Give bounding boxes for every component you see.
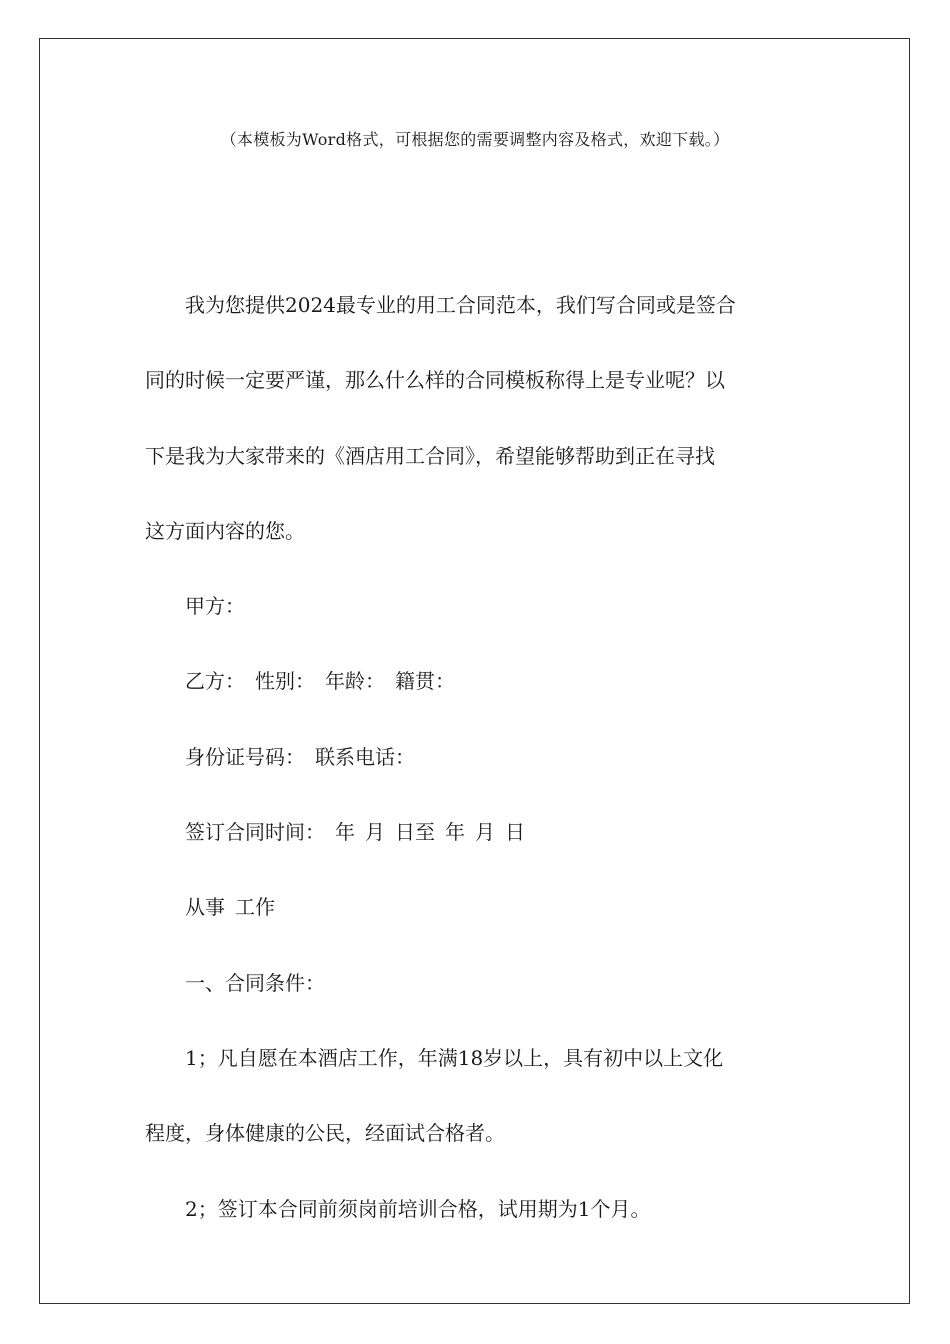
clause-2-text: 2；签订本合同前须岗前培训合格，试用期为1个月。 bbox=[185, 1196, 651, 1221]
intro-paragraph bbox=[145, 268, 815, 343]
origin-label: 籍贯： bbox=[395, 669, 455, 694]
id-phone-line bbox=[145, 720, 815, 795]
sign-time-label: 签订合同时间： bbox=[185, 820, 325, 845]
clause-1 bbox=[145, 1021, 815, 1096]
section-1-title bbox=[145, 946, 815, 1021]
section-1-title-text: 一、合同条件： bbox=[185, 970, 325, 995]
gender-label: 性别： bbox=[255, 669, 315, 694]
sign-day-2: 日 bbox=[505, 820, 525, 845]
intro-line-1: 我为您提供2024最专业的用工合同范本，我们写合同或是签合 bbox=[185, 293, 736, 317]
sign-year-1: 年 bbox=[335, 820, 355, 845]
phone-label: 联系电话： bbox=[315, 744, 415, 769]
template-note: （本模板为Word格式，可根据您的需要调整内容及格式，欢迎下载。） bbox=[220, 130, 730, 149]
clause-2 bbox=[145, 1172, 815, 1247]
intro-line-3: 下是我为大家带来的《酒店用工合同》，希望能够帮助到正在寻找 bbox=[145, 443, 715, 468]
sign-month-2: 月 bbox=[475, 820, 495, 845]
intro-line-4: 这方面内容的您。 bbox=[145, 518, 305, 543]
party-b-label: 乙方： bbox=[185, 669, 245, 694]
party-b-line bbox=[145, 644, 815, 719]
engaged-in-line bbox=[145, 870, 815, 945]
sign-year-2: 年 bbox=[445, 820, 465, 845]
contract-body bbox=[145, 268, 815, 1247]
party-a-label: 甲方： bbox=[185, 594, 245, 619]
sign-day-to: 日至 bbox=[395, 820, 435, 845]
engaged-in-suffix: 工作 bbox=[235, 895, 275, 920]
sign-time-line bbox=[145, 795, 815, 870]
clause-1-line-1: 1；凡自愿在本酒店工作，年满18岁以上，具有初中以上文化 bbox=[185, 1045, 724, 1070]
engaged-in-prefix: 从事 bbox=[185, 895, 225, 920]
sign-month-1: 月 bbox=[365, 820, 385, 845]
id-number-label: 身份证号码： bbox=[185, 744, 305, 769]
clause-1-line-2: 程度，身体健康的公民，经面试合格者。 bbox=[145, 1121, 505, 1146]
party-a-line bbox=[145, 569, 815, 644]
age-label: 年龄： bbox=[325, 669, 385, 694]
intro-line-2: 同的时候一定要严谨，那么什么样的合同模板称得上是专业呢？以 bbox=[145, 368, 725, 393]
